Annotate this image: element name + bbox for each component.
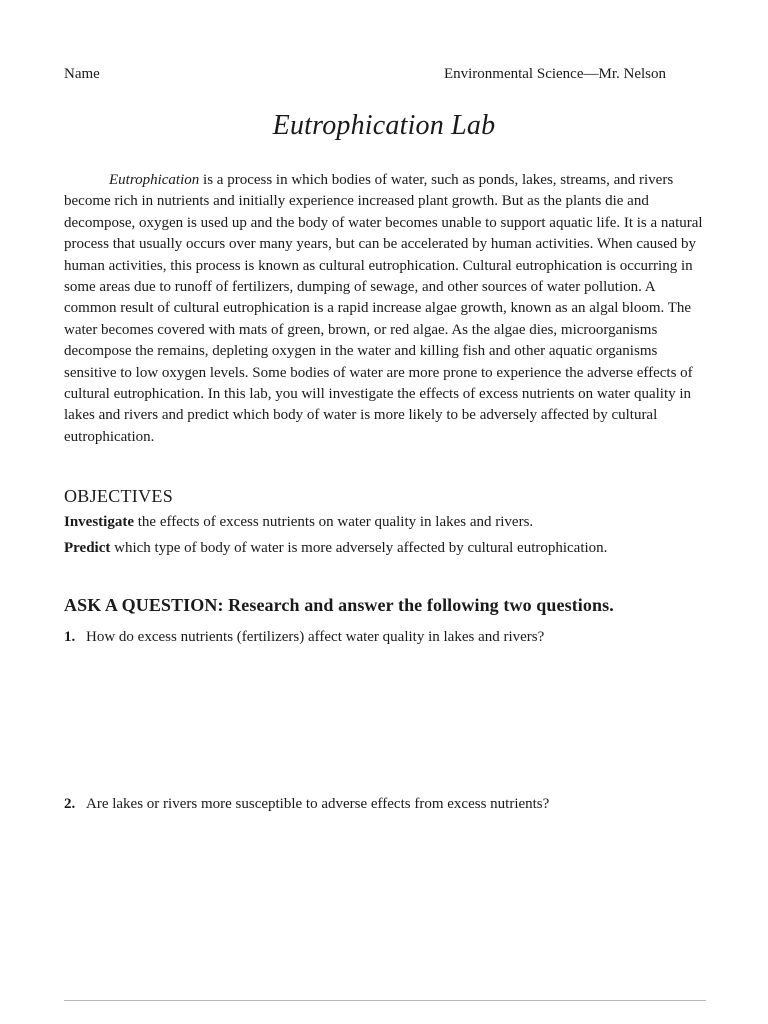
- objective-verb: Predict: [64, 540, 111, 556]
- course-label: Environmental Science—Mr. Nelson: [443, 66, 666, 82]
- question-item: [64, 629, 708, 646]
- question-number: 1.: [64, 629, 76, 645]
- page-footer-divider: [64, 1000, 706, 1001]
- name-label: Name: [64, 66, 100, 82]
- intro-text: is a process in which bodies of water, such as ponds, lakes, streams, and rivers become rich in nutrients and initially experience increased plant growth. But as the plants die and decompose, oxygen is used up and the body of water becomes unable to support aquatic life. It is a natural process that usually occurs over many years, but can be accelerated by human activities. When caused by human activities, this process is known as cultural eutrophication. Cultural eutrophication is occurring in some areas due to runoff of fertilizers, dumping of sewage, and other sources of water pollution. A common result of cultural eutrophication is a rapid increase algae growth, known as an algal bloom. The water becomes covered with mats of green, brown, or red algae. As the algae dies, microorganisms decompose the remains, depleting oxygen in the water and killing fish and other aquatic organisms sensitive to low oxygen levels. Some bodies of water are more prone to experience the adverse effects of cultural eutrophication. In this lab, you will investigate the effects of excess nutrients on water quality in lakes and rivers and predict which body of water is more likely to be adversely affected by cultural eutrophication.: [64, 172, 703, 445]
- objective-text: which type of body of water is more adversely affected by cultural eutrophication.: [110, 540, 608, 556]
- page-title: Eutrophication Lab: [272, 110, 496, 141]
- intro-term: Eutrophication: [109, 172, 200, 188]
- ask-question-heading: ASK A QUESTION: Research and answer the following two questions.: [64, 595, 614, 615]
- question-number: 2.: [64, 796, 76, 812]
- question-item: [64, 796, 708, 813]
- question-text: Are lakes or rivers more susceptible to adverse effects from excess nutrients?: [86, 796, 550, 812]
- intro-paragraph: [64, 170, 708, 448]
- objective-verb: Investigate: [64, 514, 134, 530]
- question-text: How do excess nutrients (fertilizers) affect water quality in lakes and rivers?: [86, 629, 545, 645]
- objective-item: [64, 514, 708, 531]
- objective-item: [64, 540, 708, 557]
- objective-text: the effects of excess nutrients on water quality in lakes and rivers.: [134, 514, 534, 530]
- objectives-heading: OBJECTIVES: [64, 486, 174, 506]
- worksheet-header: [64, 66, 666, 88]
